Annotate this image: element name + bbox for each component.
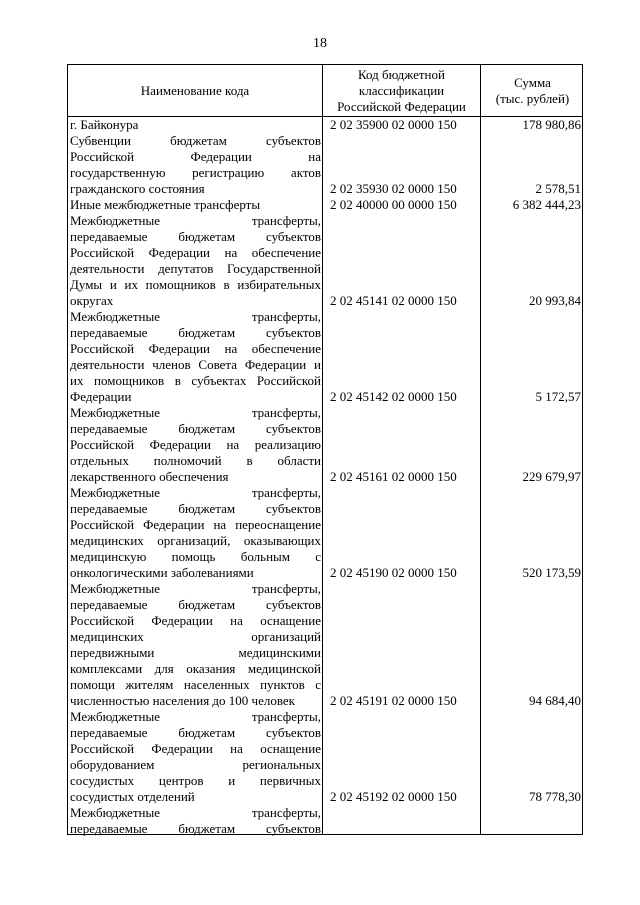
name-line: Российской Федерации на переоснащение [70, 517, 321, 532]
name-line: Межбюджетные трансферты, [70, 709, 321, 724]
name-line: Федерации [70, 389, 132, 404]
header-code [323, 65, 480, 116]
name-line: лекарственного обеспечения [70, 469, 229, 484]
code-cell: 2 02 40000 00 0000 150 [330, 197, 457, 212]
name-line: Межбюджетные трансферты, [70, 405, 321, 420]
sum-cell: 2 578,51 [535, 181, 581, 196]
name-line: передаваемые бюджетам субъектов [70, 821, 321, 836]
name-line: Межбюджетные трансферты, [70, 485, 321, 500]
name-line: медицинских организаций, оказывающих [70, 533, 321, 548]
name-line: комплексами для оказания медицинской [70, 661, 321, 676]
name-line: Российской Федерации на обеспечение [70, 341, 321, 356]
sum-cell: 6 382 444,23 [512, 197, 581, 212]
name-line: государственную регистрацию актов [70, 165, 321, 180]
page-number: 18 [313, 36, 327, 51]
name-line: медицинских организаций [70, 629, 321, 644]
name-line: отдельных полномочий в области [70, 453, 321, 468]
name-line: деятельности депутатов Государственной [70, 261, 321, 276]
sum-cell: 94 684,40 [529, 693, 581, 708]
name-line: Субвенции бюджетам субъектов [70, 133, 321, 148]
header-name [68, 65, 322, 116]
name-line: Иные межбюджетные трансферты [70, 197, 261, 212]
header-sum [481, 65, 584, 116]
name-line: передаваемые бюджетам субъектов [70, 229, 321, 244]
header-code-line: классификации [358, 82, 445, 98]
name-line: передаваемые бюджетам субъектов [70, 501, 321, 516]
header-name-text: Наименование кода [140, 82, 250, 98]
code-cell: 2 02 35930 02 0000 150 [330, 181, 457, 196]
name-line: Межбюджетные трансферты, [70, 581, 321, 596]
name-line: Межбюджетные трансферты, [70, 213, 321, 228]
sum-cell: 178 980,86 [522, 117, 581, 132]
name-line: сосудистых центров и первичных [70, 773, 321, 788]
sum-cell: 78 778,30 [529, 789, 581, 804]
name-line: передвижными медицинскими [70, 645, 321, 660]
sum-cell: 229 679,97 [522, 469, 581, 484]
sum-cell: 520 173,59 [522, 565, 581, 580]
name-line: Российской Федерации на оснащение [70, 613, 321, 628]
sum-cell: 20 993,84 [529, 293, 581, 308]
name-line: Российской Федерации на оснащение [70, 741, 321, 756]
name-line: деятельности членов Совета Федерации и [70, 357, 321, 372]
name-line: Думы и их помощников в избирательных [70, 277, 321, 292]
name-line: онкологическими заболеваниями [70, 565, 254, 580]
name-line: гражданского состояния [70, 181, 205, 196]
name-line: г. Байконура [70, 117, 139, 132]
table-body [68, 117, 582, 834]
name-line: помощи жителям населенных пунктов с [70, 677, 321, 692]
name-line: медицинскую помощь больным с [70, 549, 321, 564]
code-cell: 2 02 45191 02 0000 150 [330, 693, 457, 708]
name-line: Межбюджетные трансферты, [70, 805, 321, 820]
code-cell: 2 02 45190 02 0000 150 [330, 565, 457, 580]
code-cell: 2 02 45192 02 0000 150 [330, 789, 457, 804]
name-line: передаваемые бюджетам субъектов [70, 421, 321, 436]
name-column [70, 117, 321, 837]
code-cell: 2 02 35900 02 0000 150 [330, 117, 457, 132]
name-line: Российской Федерации на реализацию [70, 437, 321, 452]
name-line: передаваемые бюджетам субъектов [70, 597, 321, 612]
sum-cell: 5 172,57 [535, 389, 581, 404]
name-line: оборудованием региональных [70, 757, 321, 772]
name-line: передаваемые бюджетам субъектов [70, 325, 321, 340]
name-line: их помощников в субъектах Российской [70, 373, 321, 388]
name-line: Российской Федерации на обеспечение [70, 245, 321, 260]
name-line: округах [70, 293, 114, 308]
header-sum-line: (тыс. рублей) [495, 90, 570, 106]
budget-table [67, 64, 583, 835]
header-sum-line: Сумма [514, 74, 551, 90]
code-cell: 2 02 45161 02 0000 150 [330, 469, 457, 484]
name-line: передаваемые бюджетам субъектов [70, 725, 321, 740]
code-cell: 2 02 45141 02 0000 150 [330, 293, 457, 308]
code-cell: 2 02 45142 02 0000 150 [330, 389, 457, 404]
name-line: Российской Федерации на [70, 149, 321, 164]
name-line: численностью населения до 100 человек [70, 693, 295, 708]
name-line: Межбюджетные трансферты, [70, 309, 321, 324]
header-code-line: Код бюджетной [358, 66, 445, 82]
header-code-line: Российской Федерации [337, 98, 466, 114]
name-line: сосудистых отделений [70, 789, 195, 804]
